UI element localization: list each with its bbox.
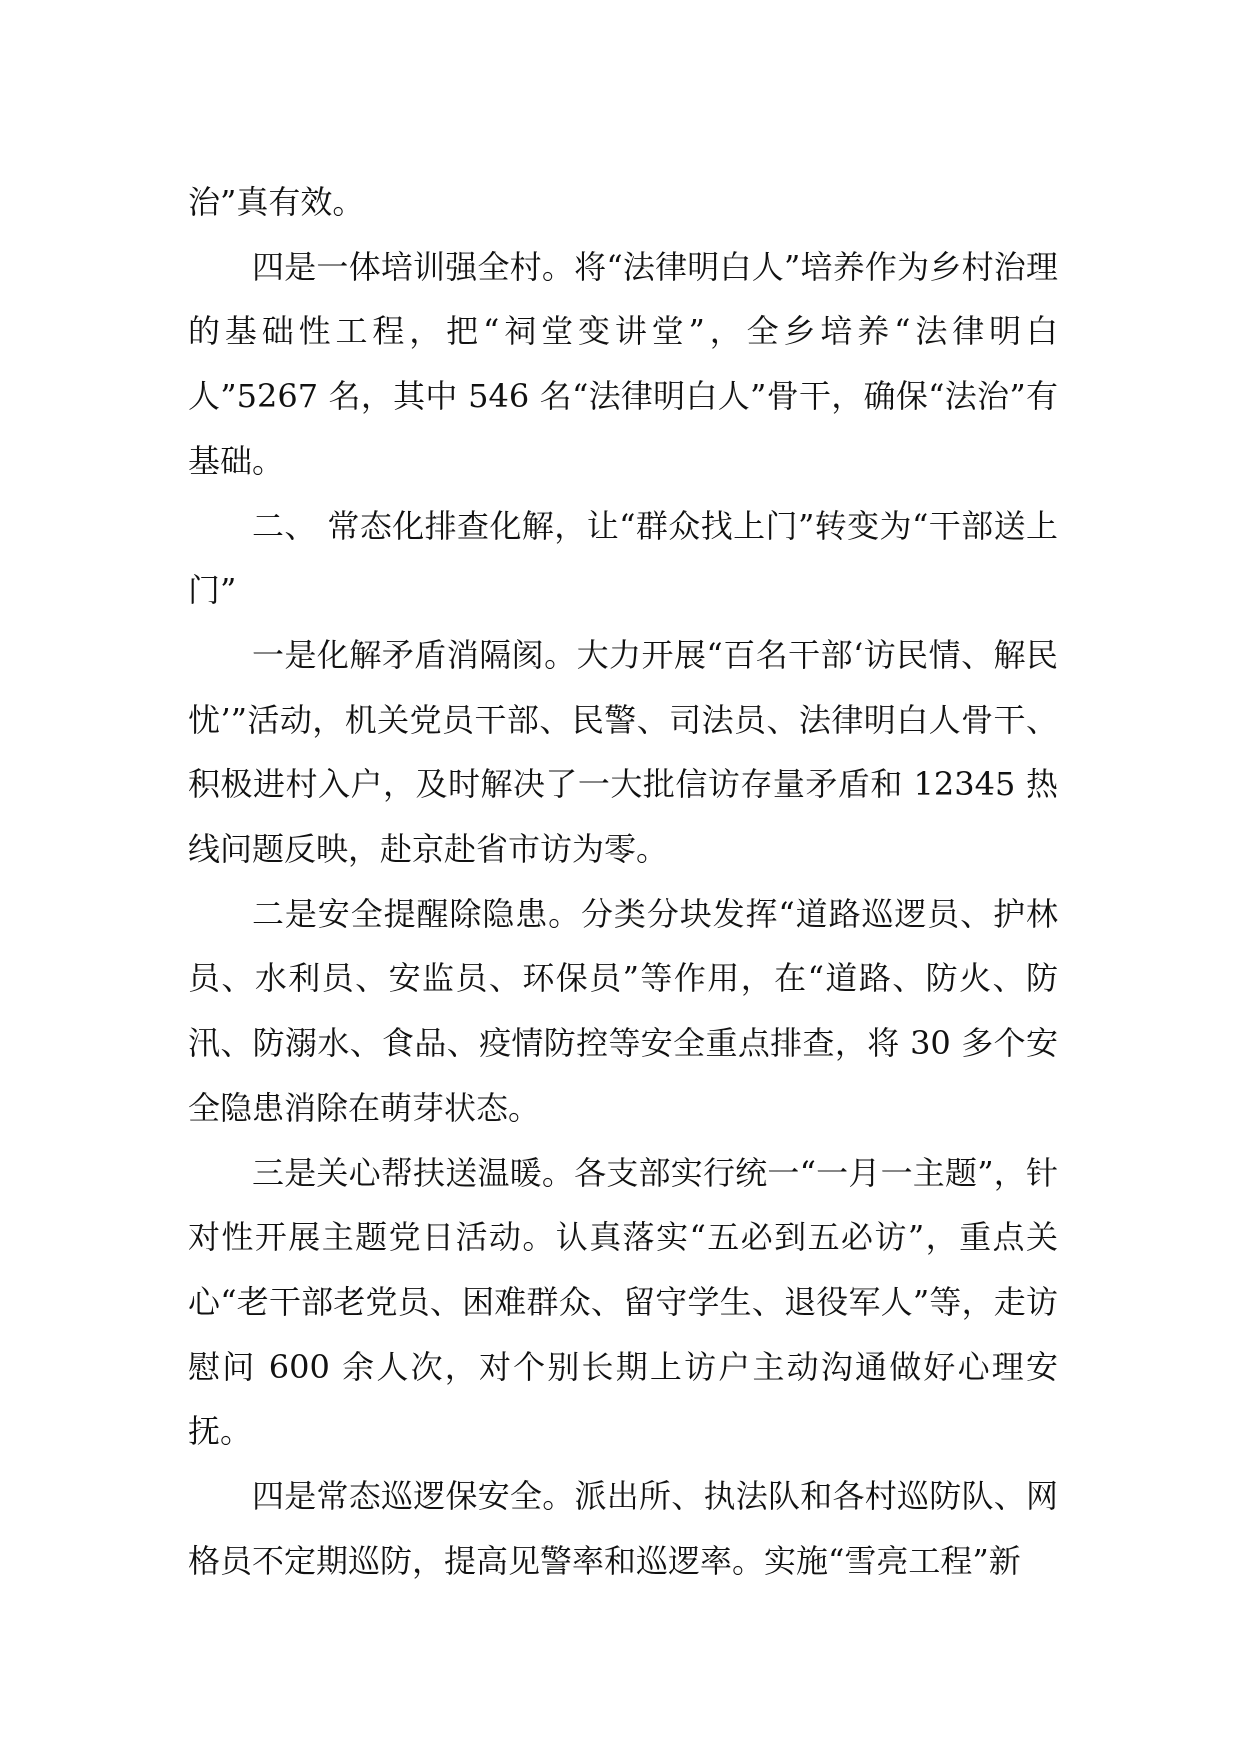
paragraph-care-support: 三是关心帮扶送温暖。各支部实行统一“一月一主题”，针对性开展主题党日活动。认真落实“五必到五必访”，重点关心“老干部老党员、困难群众、留守学生、退役军人”等，走访慰问 600 余人次，对个别长期上访户主动沟通做好心理安抚。 <box>188 1153 1058 1451</box>
paragraph-training: 四是一体培训强全村。将“法律明白人”培养作为乡村治理的基础性工程，把“祠堂变讲堂”，全乡培养“法律明白人”5267 名，其中 546 名“法律明白人”骨干，确保“法治”有基础。 <box>188 247 1058 480</box>
document-body <box>188 170 1058 1593</box>
paragraph-safety-reminder: 二是安全提醒除隐患。分类分块发挥“道路巡逻员、护林员、水利员、安监员、环保员”等作用，在“道路、防火、防汛、防溺水、食品、疫情防控等安全重点排查，将 30 多个安全隐患消除在萌芽状态。 <box>188 894 1058 1127</box>
paragraph-patrol: 四是常态巡逻保安全。派出所、执法队和各村巡防队、网格员不定期巡防，提高见警率和巡逻率。实施“雪亮工程”新 <box>188 1477 1058 1580</box>
paragraph-resolve-conflicts: 一是化解矛盾消隔阂。大力开展“百名干部‘访民情、解民忧’”活动，机关党员干部、民警、司法员、法律明白人骨干、积极进村入户，及时解决了一大批信访存量矛盾和 12345 热线问题反映，赴京赴省市访为零。 <box>188 635 1058 869</box>
section-heading-2: 二、 常态化排查化解，让“群众找上门”转变为“干部送上门” <box>188 506 1058 610</box>
paragraph-continuation: 治”真有效。 <box>188 183 365 221</box>
